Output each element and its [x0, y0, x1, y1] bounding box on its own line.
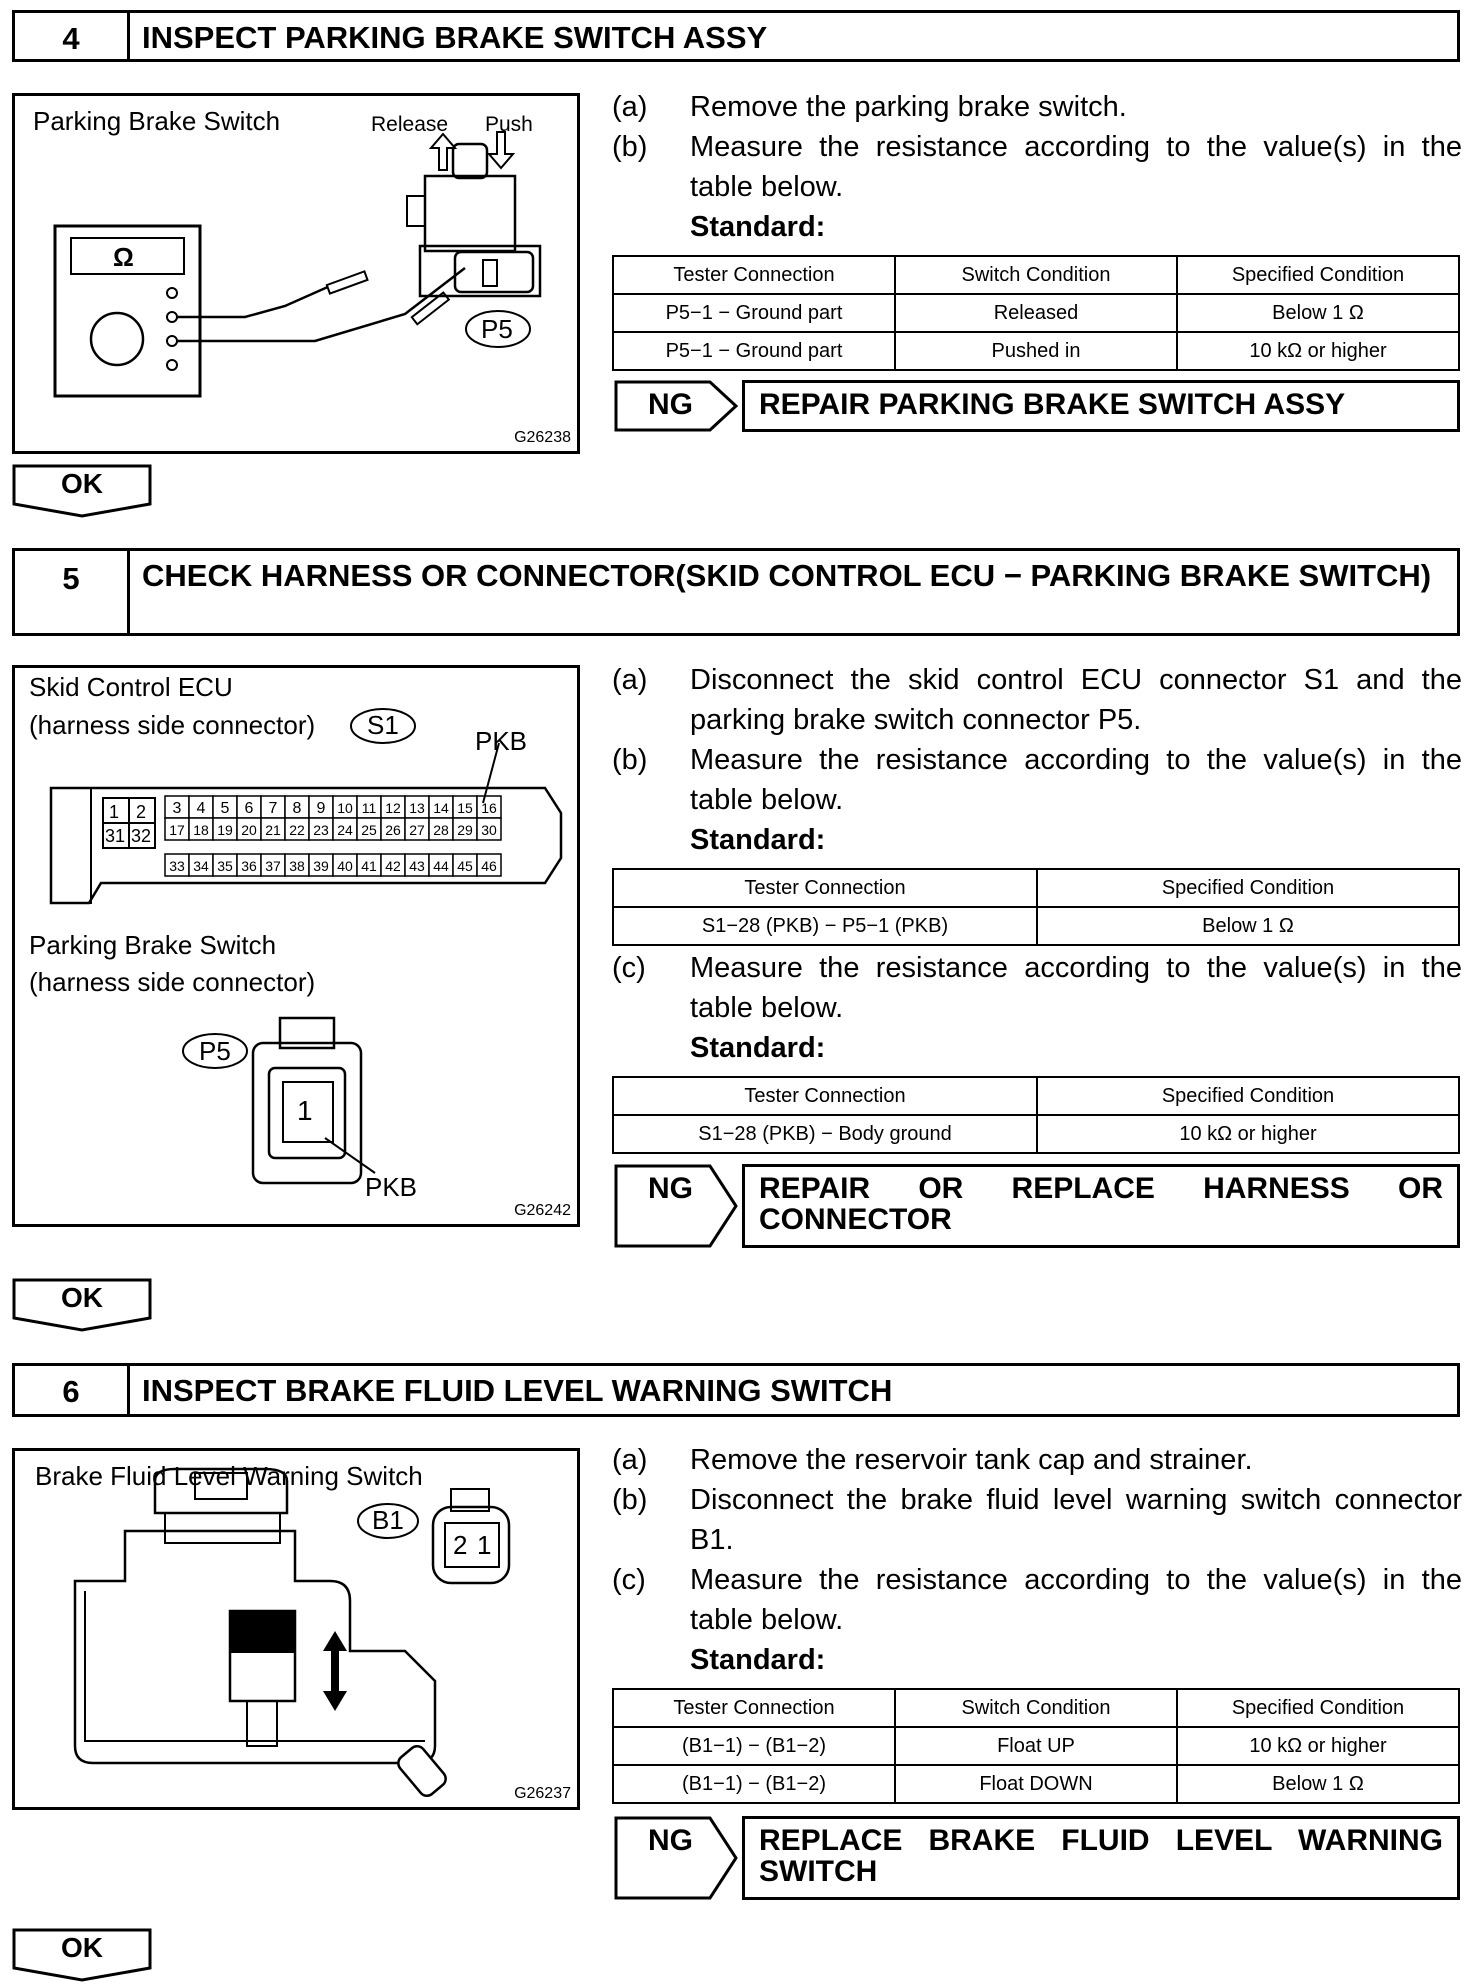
step-6-header: [12, 1363, 1460, 1417]
reservoir-diagram: [15, 1451, 577, 1807]
list-item: [612, 948, 1462, 1028]
step-4-instructions: [612, 87, 1462, 247]
pin-label: 10: [337, 800, 353, 816]
pkb-label-bottom: PKB: [365, 1172, 418, 1202]
step-title: INSPECT PARKING BRAKE SWITCH ASSY: [142, 20, 768, 55]
figure-label: Brake Fluid Level Warning Switch: [35, 1461, 423, 1491]
pin-row-2: [165, 818, 501, 840]
step-number: 4: [15, 13, 130, 59]
pin-row-3: [165, 854, 501, 876]
figure-code: G26237: [514, 1785, 571, 1802]
ok-result: [12, 1928, 154, 1986]
pin-2: 2: [453, 1530, 468, 1560]
table-header-row: [613, 1077, 1459, 1115]
item-text: Measure the resistance according to the value(s) in the table below.: [690, 1564, 1462, 1636]
pin-label: 15: [457, 800, 473, 816]
pin-label: 8: [292, 800, 302, 817]
table-cell: Released: [895, 294, 1177, 332]
ecu-label: Skid Control ECU: [29, 672, 233, 702]
table-header-row: [613, 1689, 1459, 1727]
switch-label-sub: (harness side connector): [29, 967, 316, 997]
pin-label: 19: [217, 822, 233, 838]
standard-label: Standard:: [690, 1032, 826, 1064]
item-text: Remove the parking brake switch.: [690, 91, 1127, 123]
list-item: [612, 1480, 1462, 1560]
column-header: Switch Condition: [895, 256, 1177, 294]
step-5-instructions-c: [612, 948, 1462, 1068]
switch-connector-tag: P5: [199, 1036, 231, 1066]
pin-label: 5: [220, 800, 230, 817]
item-letter: (b): [612, 131, 648, 163]
pin-label: 4: [196, 800, 206, 817]
pin-label: 36: [241, 858, 257, 874]
item-letter: (a): [612, 91, 648, 123]
column-header: Tester Connection: [613, 869, 1037, 907]
standard-label: Standard:: [690, 1644, 826, 1676]
pin-label: 21: [265, 822, 281, 838]
item-letter: (a): [612, 1444, 648, 1476]
list-item: [612, 127, 1462, 207]
ng-label: NG: [648, 1172, 693, 1205]
pin-label: 23: [313, 822, 329, 838]
ok-label: OK: [61, 1282, 103, 1313]
pin-label: 13: [409, 800, 425, 816]
pin-label: 46: [481, 858, 497, 874]
table-cell: P5−1 − Ground part: [613, 332, 895, 370]
item-text: Measure the resistance according to the value(s) in the table below.: [690, 744, 1462, 816]
pin-label: 17: [169, 822, 185, 838]
switch-label: Parking Brake Switch: [29, 930, 277, 960]
table-cell: 10 kΩ or higher: [1177, 1727, 1459, 1765]
pin-label: 30: [481, 822, 497, 838]
item-letter: (a): [612, 664, 648, 696]
column-header: Switch Condition: [895, 1689, 1177, 1727]
pin-label: 29: [457, 822, 473, 838]
list-item: [612, 660, 1462, 740]
table-cell: (B1−1) − (B1−2): [613, 1727, 895, 1765]
table-cell: S1−28 (PKB) − P5−1 (PKB): [613, 907, 1037, 945]
ok-result: [12, 1278, 154, 1339]
pin-label: 34: [193, 858, 209, 874]
pin-label: 44: [433, 858, 449, 874]
pin-label: 6: [244, 800, 254, 817]
pin-label: 45: [457, 858, 473, 874]
table-row: [613, 1765, 1459, 1803]
connector-tag: P5: [481, 314, 513, 344]
column-header: Specified Condition: [1177, 1689, 1459, 1727]
column-header: Tester Connection: [613, 1077, 1037, 1115]
ok-label: OK: [61, 468, 103, 499]
pin-label: 22: [289, 822, 305, 838]
spec-table: [612, 1076, 1460, 1154]
pin-label: 43: [409, 858, 425, 874]
pin-label: 42: [385, 858, 401, 874]
table-cell: P5−1 − Ground part: [613, 294, 895, 332]
step-number: 6: [15, 1366, 130, 1414]
brake-fluid-switch-figure: [12, 1448, 580, 1810]
column-header: Tester Connection: [613, 1689, 895, 1727]
release-label: Release: [371, 113, 449, 136]
pkb-label-top: PKB: [475, 726, 528, 756]
ok-result: [12, 464, 154, 525]
ng-action: REPLACE BRAKE FLUID LEVEL WARNING SWITCH: [742, 1816, 1460, 1900]
table-header-row: [613, 869, 1459, 907]
connector-tag: B1: [372, 1505, 404, 1535]
pin-label: 40: [337, 858, 353, 874]
item-letter: (b): [612, 1484, 648, 1516]
item-letter: (c): [612, 1564, 646, 1596]
table-cell: Float UP: [895, 1727, 1177, 1765]
table-cell: 10 kΩ or higher: [1037, 1115, 1459, 1153]
standard-label: Standard:: [690, 211, 826, 243]
table-row: [613, 1115, 1459, 1153]
pin-label: 25: [361, 822, 377, 838]
table-header-row: [613, 256, 1459, 294]
step-title: CHECK HARNESS OR CONNECTOR(SKID CONTROL ECU − PARKING BRAKE SWITCH): [142, 558, 1432, 593]
table-cell: Pushed in: [895, 332, 1177, 370]
pin-label: 38: [289, 858, 305, 874]
pin-label: 35: [217, 858, 233, 874]
table-cell: Below 1 Ω: [1177, 1765, 1459, 1803]
ecu-connector-tag: S1: [367, 710, 399, 740]
table-row: [613, 1727, 1459, 1765]
table-cell: Below 1 Ω: [1177, 294, 1459, 332]
figure-code: G26238: [514, 429, 571, 446]
item-text: Measure the resistance according to the value(s) in the table below.: [690, 952, 1462, 1024]
figure-code: G26242: [514, 1202, 571, 1219]
list-item: [612, 740, 1462, 820]
column-header: Specified Condition: [1037, 869, 1459, 907]
table-row: [613, 332, 1459, 370]
spec-table: [612, 1688, 1460, 1804]
standard-label: Standard:: [690, 824, 826, 856]
ecu-label-sub: (harness side connector): [29, 710, 316, 740]
step-5-instructions: [612, 660, 1462, 860]
spec-table: [612, 255, 1460, 371]
push-label: Push: [485, 113, 533, 136]
table-cell: Below 1 Ω: [1037, 907, 1459, 945]
pin-label: 18: [193, 822, 209, 838]
step-number: 5: [15, 551, 130, 633]
item-letter: (c): [612, 952, 646, 984]
pin-row-1: [165, 796, 501, 818]
pin-label: 28: [433, 822, 449, 838]
list-item: [612, 87, 1462, 127]
step-title: INSPECT BRAKE FLUID LEVEL WARNING SWITCH: [142, 1373, 893, 1408]
step-4-header: [12, 10, 1460, 62]
column-header: Specified Condition: [1177, 256, 1459, 294]
harness-connector-figure: [12, 665, 580, 1227]
table-row: [613, 294, 1459, 332]
table-cell: Float DOWN: [895, 1765, 1177, 1803]
pin-label: 41: [361, 858, 377, 874]
pin-label: 14: [433, 800, 449, 816]
pin-31: 31: [105, 826, 126, 846]
multimeter-switch-diagram: [15, 96, 577, 451]
pin-label: 3: [172, 800, 182, 817]
list-item: [612, 1560, 1462, 1640]
column-header: Specified Condition: [1037, 1077, 1459, 1115]
column-header: Tester Connection: [613, 256, 895, 294]
item-text: Disconnect the brake fluid level warning switch connector B1.: [690, 1484, 1462, 1556]
ohm-symbol: Ω: [113, 242, 134, 272]
item-text: Disconnect the skid control ECU connector S1 and the parking brake switch connector P5.: [690, 664, 1462, 736]
item-text: Measure the resistance according to the value(s) in the table below.: [690, 131, 1462, 203]
table-cell: (B1−1) − (B1−2): [613, 1765, 895, 1803]
pin-label: 24: [337, 822, 353, 838]
list-item: [612, 1440, 1462, 1480]
pin-label: 39: [313, 858, 329, 874]
ng-label: NG: [648, 1824, 693, 1857]
parking-brake-switch-figure: [12, 93, 580, 454]
pin-1: 1: [109, 802, 120, 822]
item-letter: (b): [612, 744, 648, 776]
item-text: Remove the reservoir tank cap and strainer.: [690, 1444, 1253, 1476]
ng-label: NG: [648, 388, 693, 421]
pin-label: 16: [481, 800, 497, 816]
pin-label: 20: [241, 822, 257, 838]
table-cell: 10 kΩ or higher: [1177, 332, 1459, 370]
pin-1: 1: [477, 1530, 492, 1560]
pin-number: 1: [297, 1095, 313, 1126]
pin-label: 12: [385, 800, 401, 816]
pin-label: 7: [268, 800, 278, 817]
ng-action: REPAIR OR REPLACE HARNESS OR CONNECTOR: [742, 1164, 1460, 1248]
pin-label: 9: [316, 800, 326, 817]
pin-label: 26: [385, 822, 401, 838]
pin-32: 32: [131, 826, 152, 846]
step-5-header: [12, 548, 1460, 636]
pin-2: 2: [136, 802, 147, 822]
step-6-instructions: [612, 1440, 1462, 1680]
table-cell: S1−28 (PKB) − Body ground: [613, 1115, 1037, 1153]
pin-label: 33: [169, 858, 185, 874]
ng-action: REPAIR PARKING BRAKE SWITCH ASSY: [742, 380, 1460, 432]
ok-label: OK: [61, 1932, 103, 1963]
pin-label: 27: [409, 822, 425, 838]
figure-label: Parking Brake Switch: [33, 106, 281, 136]
pin-label: 37: [265, 858, 281, 874]
table-row: [613, 907, 1459, 945]
pin-label: 11: [361, 800, 377, 816]
spec-table: [612, 868, 1460, 946]
